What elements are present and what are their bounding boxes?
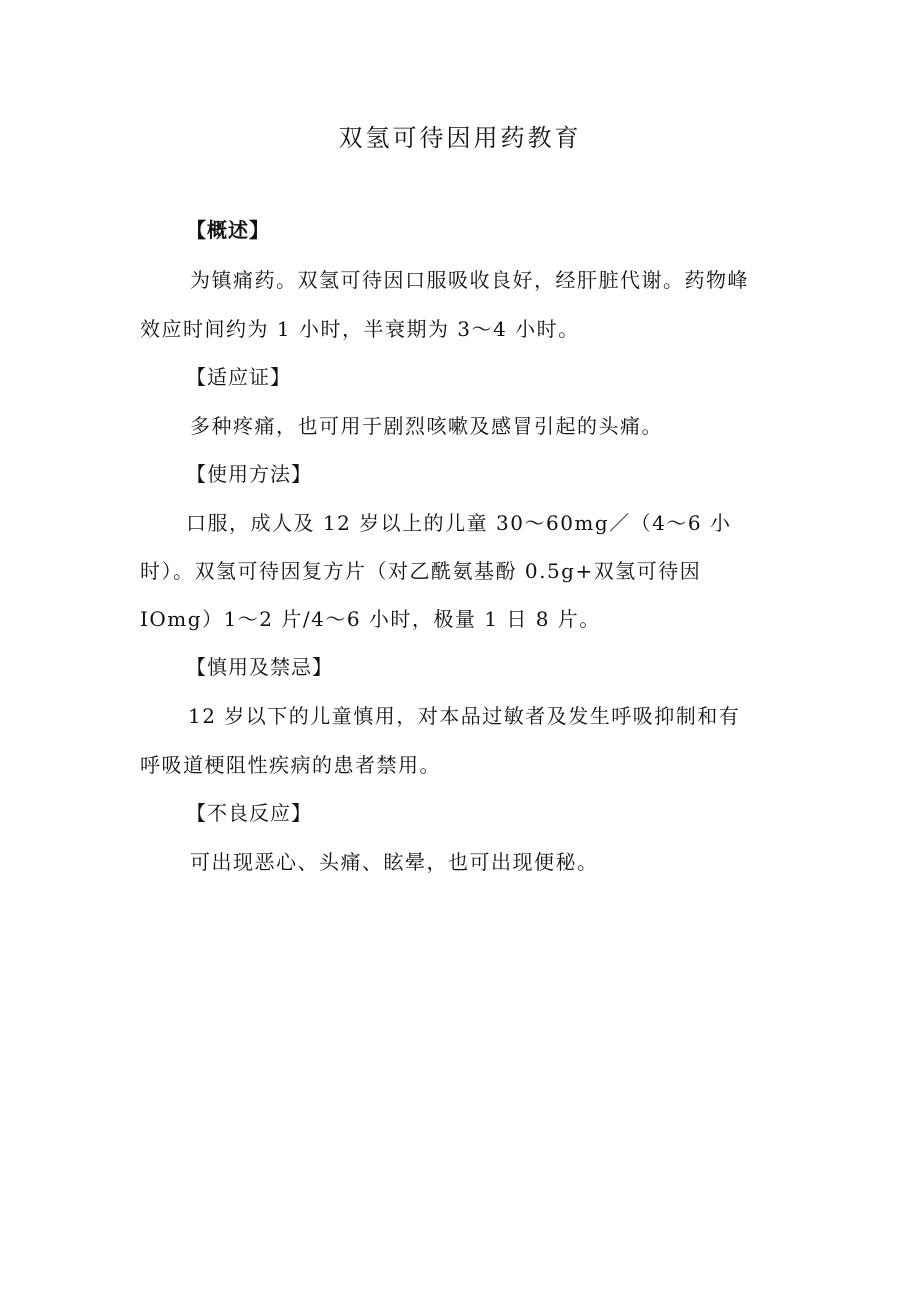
document-title: 双氢可待因用药教育	[338, 124, 582, 152]
usage-line-2: 时）。双氢可待因复方片（对乙酰氨基酚 0.5g+双氢可待因	[140, 559, 702, 583]
section-heading-overview: 【概述】	[186, 218, 270, 242]
overview-line-2: 效应时间约为 1 小时，半衰期为 3～4 小时。	[140, 317, 580, 341]
adverse-reactions-line-1: 可出现恶心、头痛、眩晕，也可出现便秘。	[190, 850, 599, 874]
overview-line-1: 为镇痛药。双氢可待因口服吸收良好，经肝脏代谢。药物峰	[190, 268, 749, 292]
indications-line-1: 多种疼痛，也可用于剧烈咳嗽及感冒引起的头痛。	[190, 414, 663, 438]
usage-line-1: 口服，成人及 12 岁以上的儿童 30～60mg／（4～6 小	[186, 511, 732, 535]
section-heading-contraindications: 【慎用及禁忌】	[186, 655, 333, 679]
usage-line-3: IOmg）1～2 片/4～6 小时，极量 1 日 8 片。	[140, 607, 601, 631]
section-heading-indications: 【适应证】	[186, 365, 291, 389]
contraindications-line-1: 12 岁以下的儿童慎用，对本品过敏者及发生呼吸抑制和有	[188, 704, 741, 728]
section-heading-usage: 【使用方法】	[186, 462, 312, 486]
section-heading-adverse-reactions: 【不良反应】	[186, 801, 312, 825]
contraindications-line-2: 呼吸道梗阻性疾病的患者禁用。	[140, 753, 441, 777]
